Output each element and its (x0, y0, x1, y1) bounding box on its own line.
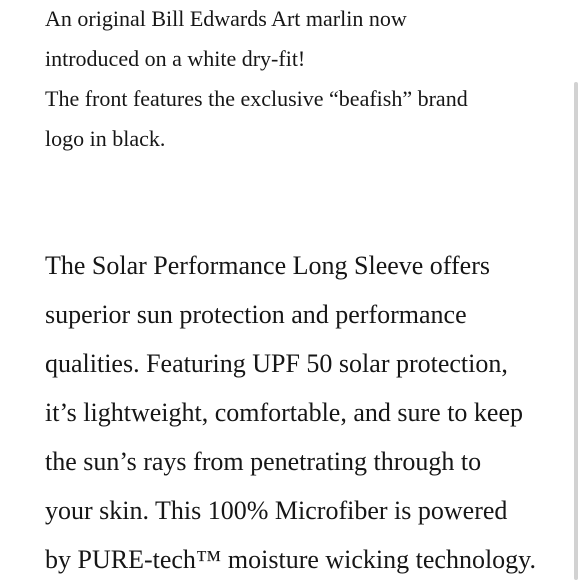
description-line: your skin. This 100% Microfiber is powered (45, 496, 508, 525)
description-line: superior sun protection and performance (45, 300, 467, 329)
description-line: The Solar Performance Long Sleeve offers (45, 251, 490, 280)
intro-line: The front features the exclusive “beafish” brand (45, 86, 468, 111)
description-paragraph (45, 241, 545, 580)
intro-line: An original Bill Edwards Art marlin now (45, 6, 407, 31)
description-line: the sun’s rays from penetrating through to (45, 447, 482, 476)
intro-line: introduced on a white dry-fit! (45, 46, 306, 71)
intro-paragraph (45, 0, 468, 159)
description-line: it’s lightweight, comfortable, and sure to keep (45, 398, 523, 427)
vertical-scrollbar[interactable] (572, 0, 580, 580)
description-line: qualities. Featuring UPF 50 solar protection, (45, 349, 508, 378)
description-line: by PURE-tech™ moisture wicking technology. (45, 545, 536, 574)
scrollbar-thumb[interactable] (574, 82, 578, 580)
intro-line: logo in black. (45, 126, 166, 151)
